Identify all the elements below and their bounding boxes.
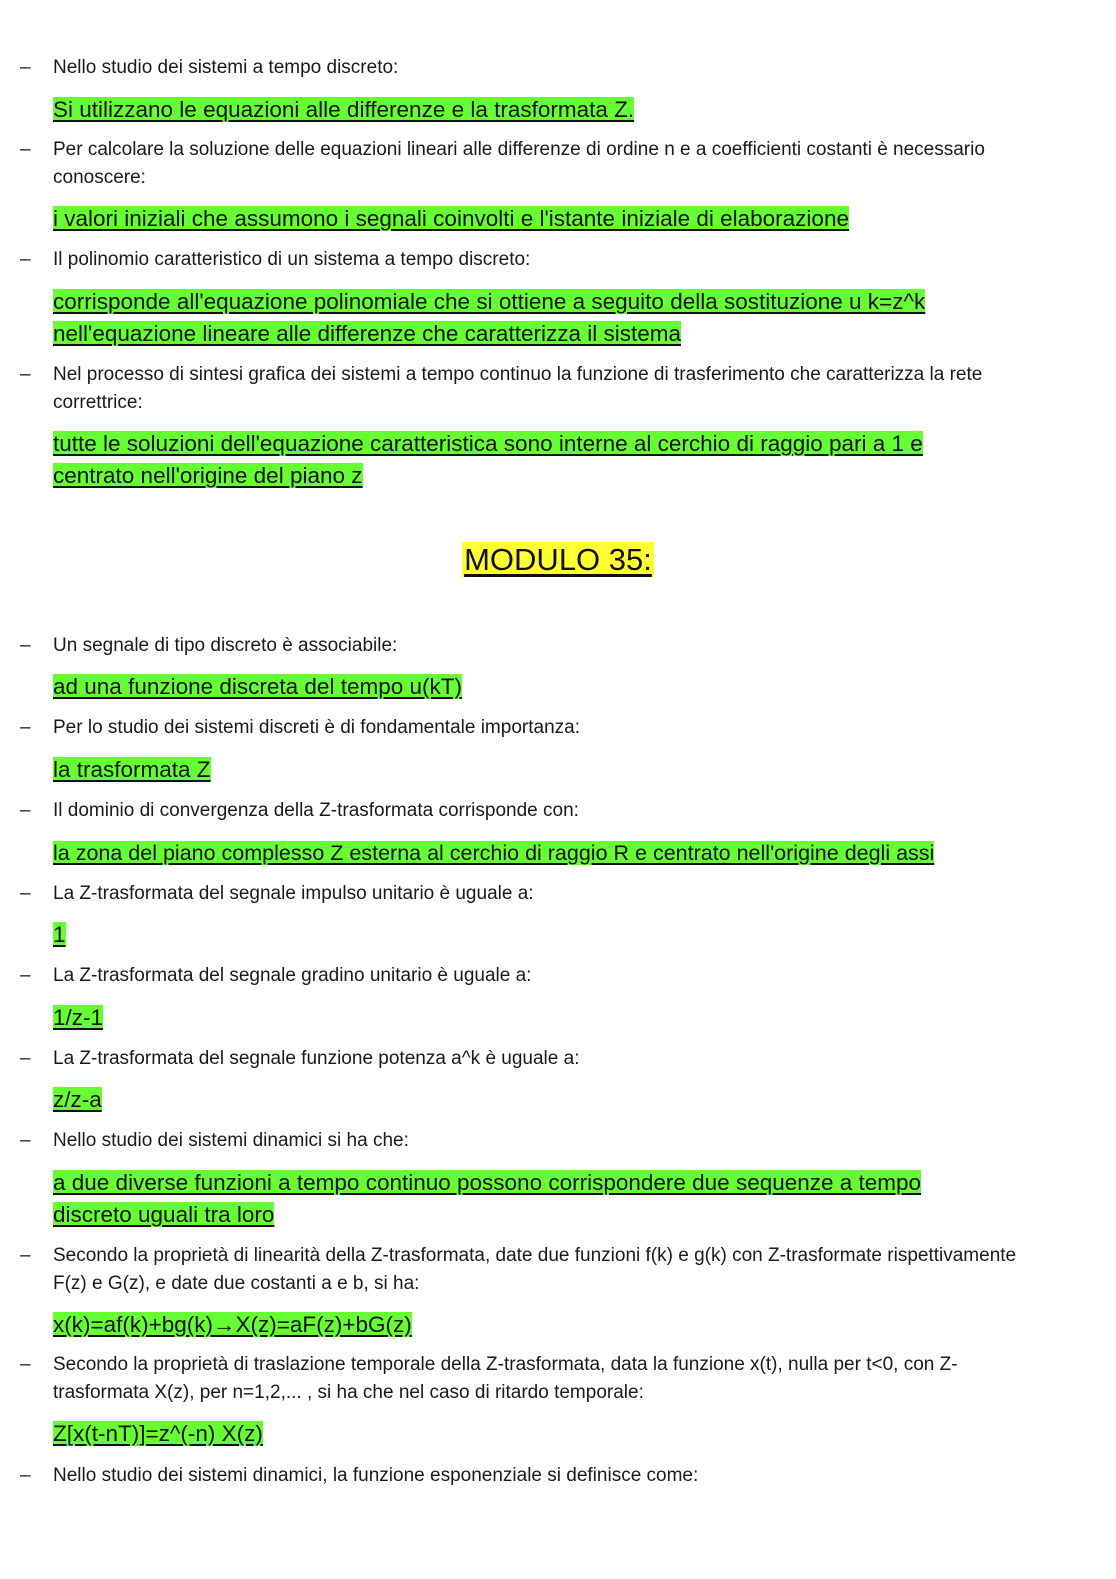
question-text: Per lo studio dei sistemi discreti è di fondamentale importanza: <box>53 717 580 738</box>
question-text: Il polinomio caratteristico di un sistema a tempo discreto: <box>53 249 531 270</box>
bullet-dash: – <box>20 1130 31 1151</box>
bullet-dash: – <box>20 139 31 160</box>
question-text: Nello studio dei sistemi dinamici si ha che: <box>53 1130 409 1151</box>
answer-highlight: tutte le soluzioni dell'equazione caratteristica sono interne al cerchio di raggio pari a 1 e centrato nell'origine del piano z <box>53 431 923 488</box>
bullet-dash: – <box>20 883 31 904</box>
question-text: Secondo la proprietà di traslazione temporale della Z-trasformata, data la funzione x(t), nulla per t<0, con Z-trasformata X(z), per n=1,2,... , si ha che nel caso di ritardo temporale: <box>53 1354 958 1403</box>
question-text: Secondo la proprietà di linearità della Z-trasformata, date due funzioni f(k) e g(k) con Z-trasformate rispettivamente F(z) e G(z), e date due costanti a e b, si ha: <box>53 1245 1017 1294</box>
answer-highlight: corrisponde all'equazione polinomiale che si ottiene a seguito della sostituzione u k=z^k nell'equazione lineare alle differenze che caratterizza il sistema <box>53 289 926 346</box>
answer-highlight: 1/z-1 <box>53 1005 104 1030</box>
bullet-dash: – <box>20 800 31 821</box>
answer-text <box>53 837 1053 869</box>
answer-highlight: i valori iniziali che assumono i segnali coinvolti e l'istante iniziale di elaborazione <box>53 206 849 231</box>
question-text: La Z-trasformata del segnale gradino unitario è uguale a: <box>53 965 532 986</box>
bullet-dash: – <box>20 717 31 738</box>
bullet-dash: – <box>20 1354 31 1375</box>
answer-text <box>53 286 1003 350</box>
answer-highlight: Si utilizzano le equazioni alle differenze e la trasformata Z. <box>53 97 635 122</box>
answer-text <box>53 1167 993 1231</box>
answer-text <box>53 671 1053 703</box>
answer-text <box>53 1418 1053 1450</box>
answer-text <box>53 754 1053 786</box>
answer-highlight: 1 <box>53 922 66 947</box>
bullet-dash: – <box>20 635 31 656</box>
question-text: Nello studio dei sistemi a tempo discreto: <box>53 57 399 78</box>
answer-text <box>53 1002 1053 1034</box>
answer-highlight: a due diverse funzioni a tempo continuo possono corrispondere due sequenze a tempo discreto uguali tra loro <box>53 1170 922 1227</box>
answer-text <box>53 1309 1053 1341</box>
bullet-dash: – <box>20 57 31 78</box>
answer-highlight: z/z-a <box>53 1087 102 1112</box>
answer-highlight: la trasformata Z <box>53 757 211 782</box>
question-text: Il dominio di convergenza della Z-trasformata corrisponde con: <box>53 800 579 821</box>
question-text: Nello studio dei sistemi dinamici, la funzione esponenziale si definisce come: <box>53 1465 699 1486</box>
bullet-dash: – <box>20 1048 31 1069</box>
bullet-dash: – <box>20 364 31 385</box>
bullet-dash: – <box>20 965 31 986</box>
question-text: La Z-trasformata del segnale impulso unitario è uguale a: <box>53 883 534 904</box>
answer-highlight: Z[x(t-nT)]=z^(-n) X(z) <box>53 1421 263 1446</box>
bullet-dash: – <box>20 249 31 270</box>
answer-text <box>53 1084 1053 1116</box>
question-text: Un segnale di tipo discreto è associabile: <box>53 635 398 656</box>
answer-text <box>53 203 1053 235</box>
module-heading-text: MODULO 35: <box>464 542 652 577</box>
answer-highlight: ad una funzione discreta del tempo u(kT) <box>53 674 462 699</box>
question-text: La Z-trasformata del segnale funzione potenza a^k è uguale a: <box>53 1048 580 1069</box>
answer-highlight: x(k)=af(k)+bg(k)→X(z)=aF(z)+bG(z) <box>53 1312 412 1337</box>
answer-highlight: la zona del piano complesso Z esterna al cerchio di raggio R e centrato nell'origine degli assi <box>53 841 935 865</box>
question-text: Nel processo di sintesi grafica dei sistemi a tempo continuo la funzione di trasferimento che caratterizza la rete correttrice: <box>53 364 983 413</box>
bullet-dash: – <box>20 1465 31 1486</box>
module-heading <box>0 538 1116 582</box>
answer-text <box>53 94 1053 126</box>
answer-text <box>53 919 1053 951</box>
answer-text <box>53 428 1003 492</box>
question-text: Per calcolare la soluzione delle equazioni lineari alle differenze di ordine n e a coefficienti costanti è necessario conoscere: <box>53 139 985 188</box>
bullet-dash: – <box>20 1245 31 1266</box>
